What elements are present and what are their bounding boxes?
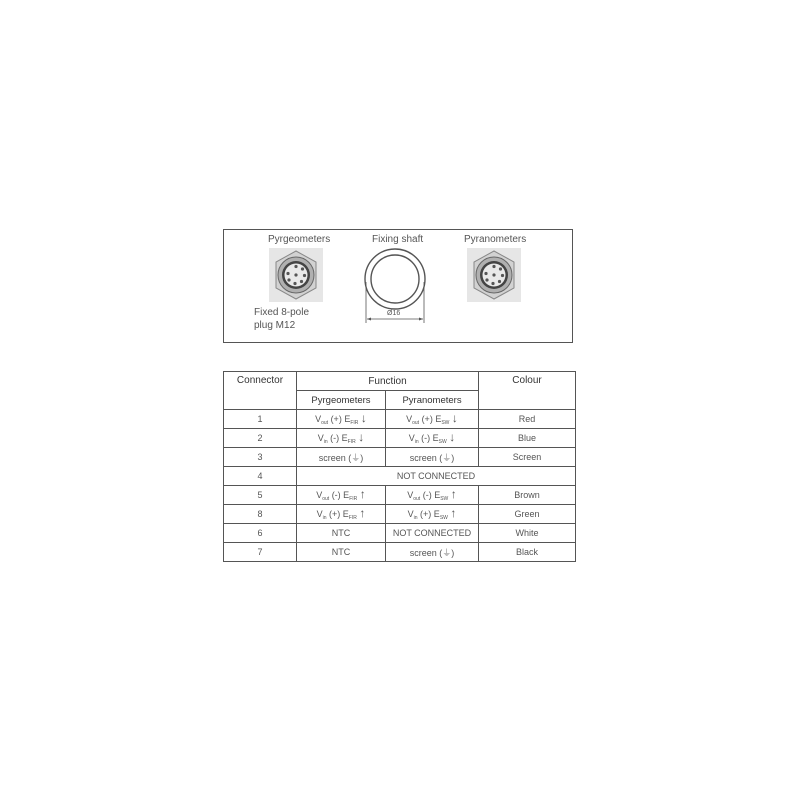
connector-diagram xyxy=(223,229,573,343)
function-header: Function xyxy=(297,372,479,391)
fixing-shaft-icon xyxy=(358,244,438,328)
arrow-up-icon: ↑ xyxy=(359,486,366,501)
colour-cell: Screen xyxy=(479,448,576,467)
colour-cell: Black xyxy=(479,543,576,562)
pyranometer-function-cell: screen (⏚) xyxy=(386,448,479,467)
colour-cell: Green xyxy=(479,505,576,524)
connector-cell: 6 xyxy=(224,524,297,543)
connector-cell: 7 xyxy=(224,543,297,562)
arrow-up-icon: ↑ xyxy=(450,486,457,501)
arrow-up-icon: ↑ xyxy=(359,505,366,520)
colour-header: Colour xyxy=(479,372,576,410)
connector-header: Connector xyxy=(224,372,297,410)
table-row xyxy=(224,429,576,448)
pyranometer-function-cell: NOT CONNECTED xyxy=(386,524,479,543)
table-row xyxy=(224,448,576,467)
pyrgeometer-function-cell: NTC xyxy=(297,524,386,543)
arrow-down-icon: ↓ xyxy=(451,410,458,425)
pyrgeometer-function-cell: $V_{out}$ (+) $E_{FIR}$ ↓ xyxy=(297,410,386,429)
arrow-down-icon: ↓ xyxy=(358,429,365,444)
pyrgeometer-function-cell: NTC xyxy=(297,543,386,562)
pyrgeometer-function-cell: $V_{in}$ (-) $E_{FIR}$ ↓ xyxy=(297,429,386,448)
arrow-down-icon: ↓ xyxy=(360,410,367,425)
connector-cell: 4 xyxy=(224,467,297,486)
colour-cell: White xyxy=(479,524,576,543)
pyranometer-function-cell: screen (⏚) xyxy=(386,543,479,562)
diameter-label: Ø16 xyxy=(387,310,401,317)
connector-cell: 8 xyxy=(224,505,297,524)
not-connected-cell: NOT CONNECTED xyxy=(297,467,576,486)
arrow-up-icon: ↑ xyxy=(450,505,457,520)
table-row xyxy=(224,524,576,543)
table-row xyxy=(224,486,576,505)
pyranometer-connector-icon xyxy=(467,248,521,302)
colour-cell: Red xyxy=(479,410,576,429)
table-header-row xyxy=(224,372,576,391)
table-row xyxy=(224,543,576,562)
pyranometers-header: Pyranometers xyxy=(386,391,479,410)
pyranometer-function-cell: $V_{in}$ (-) $E_{SW}$ ↓ xyxy=(386,429,479,448)
connector-cell: 5 xyxy=(224,486,297,505)
pyrgeometer-function-cell: $V_{in}$ (+) $E_{FIR}$ ↑ xyxy=(297,505,386,524)
connector-cell: 1 xyxy=(224,410,297,429)
pyranometers-label: Pyranometers xyxy=(464,234,527,245)
pyrgeometer-function-cell: screen (⏚) xyxy=(297,448,386,467)
arrow-down-icon: ↓ xyxy=(449,429,456,444)
pinout-table xyxy=(223,371,576,562)
fixing-shaft-label: Fixing shaft xyxy=(372,234,424,245)
table-row xyxy=(224,467,576,486)
colour-cell: Blue xyxy=(479,429,576,448)
table-row xyxy=(224,410,576,429)
pyranometer-function-cell: $V_{in}$ (+) $E_{SW}$ ↑ xyxy=(386,505,479,524)
pyranometer-function-cell: $V_{out}$ (-) $E_{SW}$ ↑ xyxy=(386,486,479,505)
colour-cell: Brown xyxy=(479,486,576,505)
pyrgeometers-label: Pyrgeometers xyxy=(268,234,331,245)
plug-note-line2: plug M12 xyxy=(254,320,296,331)
plug-note-line1: Fixed 8-pole xyxy=(254,307,310,318)
pyrgeometers-header: Pyrgeometers xyxy=(297,391,386,410)
table-row xyxy=(224,505,576,524)
connector-cell: 3 xyxy=(224,448,297,467)
pyrgeometer-function-cell: $V_{out}$ (-) $E_{FIR}$ ↑ xyxy=(297,486,386,505)
pyrgeometer-connector-icon xyxy=(269,248,323,302)
pyranometer-function-cell: $V_{out}$ (+) $E_{SW}$ ↓ xyxy=(386,410,479,429)
connector-cell: 2 xyxy=(224,429,297,448)
